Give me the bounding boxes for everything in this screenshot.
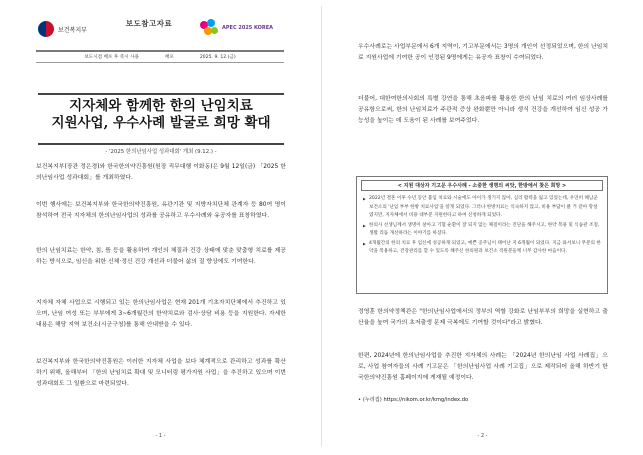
ministry-logo	[38, 14, 108, 44]
ministry-name: 보건복지부	[58, 26, 87, 34]
paragraph-4: 지자체 자체 사업으로 시행되고 있는 한의난임사업은 현재 201개 기초자치단체에서 추진하고 있으며, 난임 여성 또는 부부에게 3~6개월간의 한약치료와 검사·상담 비용 등을 지원한다. 자세한 내용은 해당 지역 보건소(시군구청)를 통해 안내받을 수 있다.	[36, 300, 286, 328]
embargo-divider	[36, 62, 284, 63]
paragraph-7: 더불어, 대한여한의사회의 특별 강연을 통해 초음파를 활용한 한의 난임 치료의 여러 임상사례를 공유함으로써, 한의 난임치료가 주관적 증상 완화뿐만 아니라 생식 건강을 개선하여 임신 성공 가능성을 높이는 데 도움이 된 사례를 보여주었다.	[358, 96, 608, 124]
title-line-2: 지원사업, 우수사례 발굴로 희망 확대	[51, 115, 271, 131]
page-number: - 2 -	[477, 433, 488, 439]
release-date: 2025. 9. 12.(금)	[199, 55, 236, 60]
paragraph-9: 한편, 2024년에 한의난임사업을 추진한 지자체의 사례는 「2024년 한의난임 사업 사례집」으로, 사업 참여자들의 사례 기고문은 「한의난임사업 사례 기고집」으로 제작되어 올해 하반기 한국한의약진흥원 홈페이지에 게재될 예정이다.	[358, 353, 608, 381]
document-type: 보도참고자료	[125, 19, 173, 28]
page-2	[330, 6, 635, 446]
page-number: - 1 -	[155, 433, 166, 439]
testimonial-item: ▶ 2022년 결혼 이후 수년 동안 불임 치료와 시술에도 아이가 생기지 않아, 심리 활력을 잃고 있었는데, 우연히 해남군 보건소의 '난임 부부 한방 치료사업'을 알게 되었다. 그러나 한방치료는 익숙하지 않고, 비용 부담이 클 거 같아 망설였지만, 지자체에서 비용 대부분 지원한다고 하여 신청하게 되었다.	[363, 195, 601, 221]
title-box	[38, 93, 284, 145]
paragraph-8: 정영훈 한의약정책관은 "한의난임사업에서의 정부의 역할 강화로 난임부부의 희망을 실현하고 출산율을 높여 국가의 초저출생 문제 극복에도 기여할 것이다"라고 밝혔다.	[358, 309, 608, 326]
subtitle: - '2025 한의난임사업 성과대회' 개최 (9.12.) -	[105, 149, 217, 155]
testimonial-item: ▶ 한의사 선생님께서 생명이 살아고 기혈 순환이 잘 되지 않는 체질이라는 진단을 해주시고, 한약 복용 및 식습관 조절, 생활 리듬 개선하라는 이야기를 하셨다.	[363, 222, 601, 239]
page-divider	[321, 6, 322, 446]
paragraph-3: 한의 난임치료는 한약, 침, 뜸 등을 활용하여 개인의 체질과 건강 상태에 맞춘 맞춤형 치료를 제공하는 방식으로, 임신을 위한 신체·정신 건강 개선과 더불어 삶의 질 향상에도 기여한다.	[36, 248, 286, 265]
testimonial-list	[363, 195, 601, 258]
paragraph-2: 이번 행사에는 보건복지부와 한국한의약진흥원, 유관기관 및 지방자치단체 관계자 등 80여 명이 참석하여 전국 지자체의 한의난임사업의 성과를 공유하고 우수사례와 유공자를 표창하였다.	[36, 202, 286, 219]
main-title	[38, 98, 284, 132]
header-divider	[36, 50, 284, 52]
press-release-header	[8, 10, 313, 60]
homepage-link[interactable]: • (누리집) https://nikom.or.kr/kmg/index.do	[358, 397, 469, 403]
paragraph-6: 우수사례로는 사업부문에서 6개 지역이, 기고부문에서는 3명의 개인이 선정되었으며, 한의 난임치료 지원사업에 기여한 공이 인정된 9명에게는 유공자 표창이 수여되었다.	[358, 44, 609, 61]
embargo-row	[36, 54, 284, 60]
apec-text: APEC 2025 KOREA	[222, 25, 274, 31]
testimonial-box-title: < 지원 대상자 기고문 우수사례 - 소중한 생명의 씨앗, 한방에서 찾은 희망 >	[361, 180, 603, 191]
paragraph-1: 보건복지부(장관 정은경)와 한국한의약진흥원(원장 직무대행 이화동)은 9월 12일(금) 「2025 한의난임사업 성과대회」를 개최하였다.	[36, 164, 286, 181]
korea-government-seal-icon	[38, 21, 54, 37]
distribution-label: 배포	[164, 55, 174, 60]
apec-logo	[198, 12, 278, 44]
testimonial-item: ▶ 4개월간의 한의 치료 후 임신에 성공하게 되었고, 예쁜 공주님이 태어난 지 6개월이 되었다. 지금 와서보니 무분의 한약을 복용하고, 건강관리를 할 수 있도록 해주신 한의원과 보건소 직원분들께 너무 감사한 마음이다.	[363, 240, 601, 257]
page-1	[8, 6, 313, 446]
testimonial-box	[356, 176, 608, 294]
title-line-1: 지자체와 함께한 한의 난임치료	[69, 98, 253, 114]
apec-emblem-icon	[198, 17, 220, 39]
paragraph-5: 보건복지부와 한국한의약진흥원은 이러한 지자체 사업을 보다 체계적으로 관리하고 성과를 확산하기 위해, 올해부터 「한의 난임치료 확대 및 모니터링 평가지원 사업」을 추진하고 있으며 이번 성과대회도 그 일환으로 마련되었다.	[36, 359, 286, 387]
embargo-label: 보도시점 배포 후 즉시 사용	[84, 55, 139, 60]
